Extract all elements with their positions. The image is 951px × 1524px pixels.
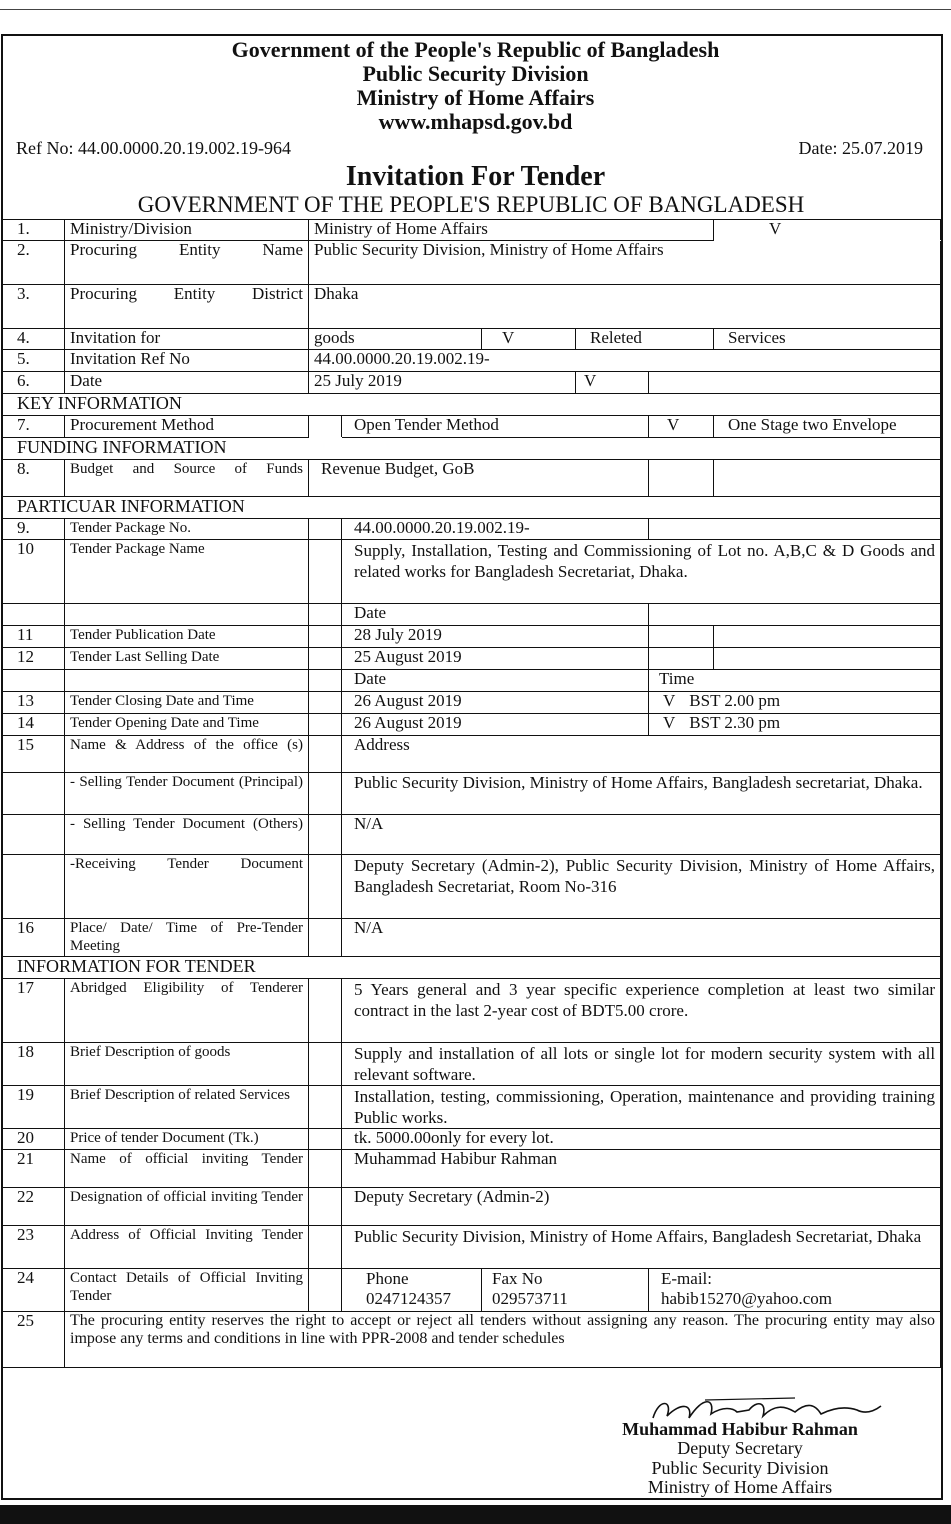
table-row: [3, 460, 941, 497]
row-label: Invitation Ref No: [65, 350, 309, 372]
section-row: [3, 497, 941, 519]
row-number: 22: [3, 1188, 65, 1226]
signatory-division: Public Security Division: [651, 1458, 829, 1478]
row-number: 13: [3, 692, 65, 714]
row-number: 11: [3, 626, 65, 648]
row-value: 26 August 2019: [342, 714, 649, 736]
services-label: Services: [714, 329, 941, 350]
related-label: Releted: [576, 329, 714, 350]
row-label: Procuring Entity Name: [65, 241, 309, 285]
row-number: 23: [3, 1226, 65, 1269]
table-row: [3, 372, 941, 394]
row-value: Public Security Division, Ministry of Home Affairs: [309, 241, 941, 285]
row-value: tk. 5000.00only for every lot.: [342, 1129, 941, 1150]
row-value: Supply and installation of all lots or single lot for modern security system with all relevant software.: [342, 1043, 941, 1086]
row-label: Abridged Eligibility of Tenderer: [65, 979, 309, 1043]
row-number: 8.: [3, 460, 65, 497]
row-value: 25 August 2019: [342, 648, 649, 670]
row-value: Dhaka: [309, 285, 941, 329]
row-label: Tender Package Name: [65, 540, 309, 604]
row-value: Muhammad Habibur Rahman: [342, 1150, 941, 1188]
signatory-designation: Deputy Secretary: [677, 1438, 803, 1458]
opening-time: BST 2.30 pm: [689, 713, 781, 732]
row-label: Place/ Date/ Time of Pre-Tender Meeting: [65, 919, 309, 957]
table-row: [3, 540, 941, 604]
checkmark: V: [649, 416, 714, 438]
table-row: [3, 736, 941, 773]
row-number: 12: [3, 648, 65, 670]
email-label: E-mail:: [661, 1269, 712, 1288]
row-value: Deputy Secretary (Admin-2): [342, 1188, 941, 1226]
table-row: [3, 714, 941, 736]
section-particular-information: PARTICUAR INFORMATION: [3, 497, 941, 519]
row-value: Open Tender Method: [342, 416, 649, 438]
doc-date: Date: 25.07.2019: [798, 138, 923, 158]
table-row: [3, 1150, 941, 1188]
row-label: Name of official inviting Tender: [65, 1150, 309, 1188]
row-label: Name & Address of the office (s): [65, 736, 309, 773]
bottom-band: [0, 1505, 951, 1524]
fax-label: Fax No: [492, 1269, 543, 1288]
row-label: Invitation for: [65, 329, 309, 350]
section-funding-information: FUNDING INFORMATION: [3, 438, 941, 460]
signatory-ministry: Ministry of Home Affairs: [647, 1477, 833, 1497]
table-row: [3, 1226, 941, 1269]
row-number: 4.: [3, 329, 65, 350]
row-value: 28 July 2019: [342, 626, 649, 648]
row-value: Public Security Division, Ministry of Home Affairs, Bangladesh Secretariat, Dhaka: [342, 1226, 941, 1269]
table-row: [3, 220, 941, 241]
table-row: [3, 1188, 941, 1226]
closing-time: BST 2.00 pm: [689, 691, 781, 710]
row-number: 9.: [3, 519, 65, 540]
top-rule: [0, 9, 951, 10]
table-row: [3, 773, 941, 815]
row-label: Tender Opening Date and Time: [65, 714, 309, 736]
row-number: 19: [3, 1086, 65, 1129]
row-number: 7.: [3, 416, 65, 438]
row-label: Tender Closing Date and Time: [65, 692, 309, 714]
row-value: Installation, testing, commissioning, Operation, maintenance and providing training Public works.: [342, 1086, 941, 1129]
signatory-name: Muhammad Habibur Rahman: [622, 1419, 858, 1439]
table-row: [3, 1312, 941, 1368]
row-label: Brief Description of goods: [65, 1043, 309, 1086]
time-header: Time: [649, 670, 941, 692]
row-value: Revenue Budget, GoB: [309, 460, 649, 497]
row-label: Procuring Entity District: [65, 285, 309, 329]
row-label: Brief Description of related Services: [65, 1086, 309, 1129]
section-row: [3, 438, 941, 460]
section-row: [3, 957, 941, 979]
table-row: [3, 692, 941, 714]
row-value: 44.00.0000.20.19.002.19-: [342, 519, 649, 540]
phone-number: 0247124357: [366, 1289, 451, 1308]
row-label: Date: [65, 372, 309, 394]
email-address: habib15270@yahoo.com: [661, 1289, 832, 1308]
table-row: [3, 285, 941, 329]
section-key-information: KEY INFORMATION: [3, 394, 941, 416]
row-label: Contact Details of Official Inviting Tender: [65, 1269, 309, 1312]
table-row: [3, 416, 941, 438]
header-government: Government of the People's Republic of Bangladesh: [231, 37, 720, 62]
row-value: Public Security Division, Ministry of Home Affairs, Bangladesh secretariat, Dhaka.: [342, 773, 941, 815]
row-label: - Selling Tender Document (Others): [65, 815, 309, 855]
row-number: 15: [3, 736, 65, 773]
row-number: 1.: [3, 220, 65, 241]
row-label: Tender Last Selling Date: [65, 648, 309, 670]
table-row: [3, 604, 941, 626]
row-label: - Selling Tender Document (Principal): [65, 773, 309, 815]
row-value: The procuring entity reserves the right to accept or reject all tenders without assigning any reason. The procuring entity may also impose any terms and conditions in line with PPR-2008 and tender schedules: [65, 1312, 941, 1368]
row-number: 24: [3, 1269, 65, 1312]
table-row: [3, 855, 941, 919]
row-value: 25 July 2019: [309, 372, 576, 394]
table-row: [3, 329, 941, 350]
table-row: [3, 1269, 941, 1312]
govt-heading: GOVERNMENT OF THE PEOPLE'S REPUBLIC OF BANGLADESH: [137, 192, 805, 217]
row-number: 14: [3, 714, 65, 736]
table-row: [3, 815, 941, 855]
section-row: [3, 394, 941, 416]
row-label: Budget and Source of Funds: [65, 460, 309, 497]
table-row: [3, 670, 941, 692]
row-label: Tender Package No.: [65, 519, 309, 540]
header-division: Public Security Division: [362, 61, 589, 86]
table-row: [3, 626, 941, 648]
row-number: 6.: [3, 372, 65, 394]
checkmark: V: [769, 219, 782, 238]
table-row: [3, 350, 941, 372]
row-value: goods: [309, 329, 482, 350]
section-information-for-tender: INFORMATION FOR TENDER: [3, 957, 941, 979]
table-row: [3, 1043, 941, 1086]
row-value: N/A: [342, 815, 941, 855]
row-value: 5 Years general and 3 year specific experience completion at least two similar contract in the last 2-year cost of BDT5.00 crore.: [342, 979, 941, 1043]
row-number: 21: [3, 1150, 65, 1188]
date-header: Date: [342, 670, 649, 692]
row-label: Designation of official inviting Tender: [65, 1188, 309, 1226]
row-value: Ministry of Home Affairs: [309, 220, 714, 241]
row-value: N/A: [342, 919, 941, 957]
row-label: Tender Publication Date: [65, 626, 309, 648]
row-value: Supply, Installation, Testing and Commissioning of Lot no. A,B,C & D Goods and related works for Bangladesh Secretariat, Dhaka.: [342, 540, 941, 604]
header-website: www.mhapsd.gov.bd: [378, 109, 573, 134]
row-number: 5.: [3, 350, 65, 372]
row-value: Deputy Secretary (Admin-2), Public Security Division, Ministry of Home Affairs, Bangladesh Secretariat, Room No-316: [342, 855, 941, 919]
row-number: 3.: [3, 285, 65, 329]
row-value: 44.00.0000.20.19.002.19-: [309, 350, 941, 372]
table-row: [3, 1129, 941, 1150]
table-row: [3, 519, 941, 540]
phone-label: Phone: [366, 1269, 409, 1288]
row-number: 17: [3, 979, 65, 1043]
table-row: [3, 241, 941, 285]
fax-number: 029573711: [492, 1289, 568, 1308]
table-row: [3, 1086, 941, 1129]
row-label: Procurement Method: [65, 416, 309, 438]
checkmark: V: [663, 713, 676, 732]
row-number: 2.: [3, 241, 65, 285]
checkmark: V: [576, 372, 649, 394]
table-row: [3, 979, 941, 1043]
table-row: [3, 648, 941, 670]
stage-envelope: One Stage two Envelope: [714, 416, 941, 438]
row-value: 26 August 2019: [342, 692, 649, 714]
tender-table: [2, 219, 941, 1368]
row-label: Price of tender Document (Tk.): [65, 1129, 309, 1150]
row-label: Ministry/Division: [65, 220, 309, 241]
row-label: Address of Official Inviting Tender: [65, 1226, 309, 1269]
table-row: [3, 919, 941, 957]
date-header: Date: [342, 604, 649, 626]
row-label: -Receiving Tender Document: [65, 855, 309, 919]
checkmark: V: [663, 691, 676, 710]
checkmark: V: [482, 329, 576, 350]
row-number: 25: [3, 1312, 65, 1368]
row-number: 20: [3, 1129, 65, 1150]
ref-no: Ref No: 44.00.0000.20.19.002.19-964: [16, 138, 291, 158]
row-number: 10: [3, 540, 65, 604]
row-number: 16: [3, 919, 65, 957]
row-value: Address: [342, 736, 941, 773]
document-title: Invitation For Tender: [345, 161, 606, 192]
header-ministry: Ministry of Home Affairs: [356, 85, 595, 110]
row-number: 18: [3, 1043, 65, 1086]
